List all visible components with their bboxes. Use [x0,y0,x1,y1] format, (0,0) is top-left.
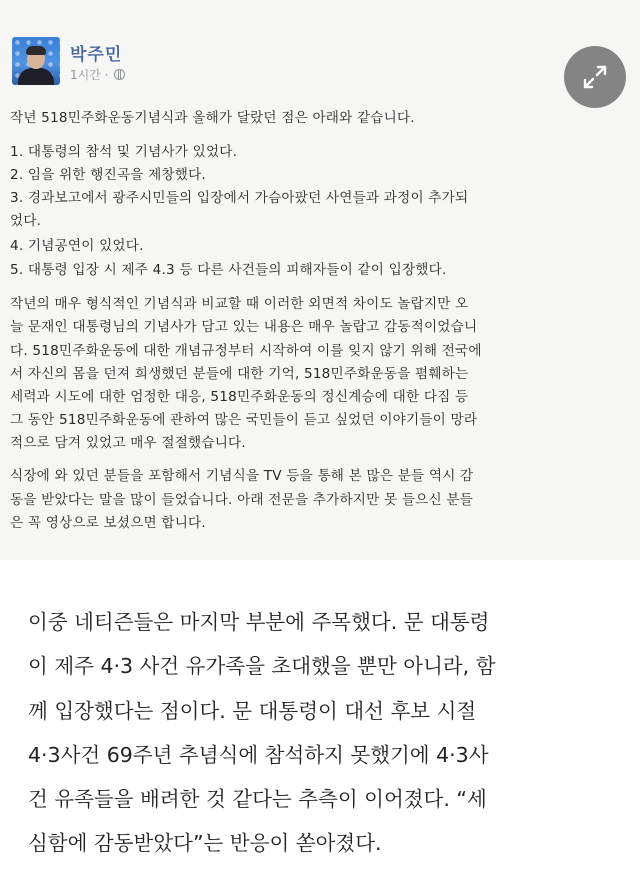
post-list-item: 었다. [10,213,42,229]
post-text-line: 식장에 와 있던 분들을 포함해서 기념식을 TV 등을 통해 본 많은 분들 역시 감 [10,468,474,484]
author-avatar[interactable] [12,37,60,85]
caption-line: 이중 네티즌들은 마지막 부분에 주목했다. 문 대통령 [28,610,490,634]
globe-icon [114,69,125,80]
caption-line: 건 유족들을 배려한 것 같다는 추측이 이어졌다. “세 [28,787,487,812]
post-text-line: 세력과 시도에 대한 엄정한 대응, 518민주화운동의 정신계승에 대한 다짐 등 [10,389,469,405]
post-list-item: 4. 기념공연이 있었다. [10,238,144,254]
post-list-item: 2. 임을 위한 행진곡을 제창했다. [10,167,206,183]
post-text-line: 작년의 매우 형식적인 기념식과 비교할 때 이러한 외면적 차이도 놀랍지만 오 [10,296,469,312]
caption-line: 4·3사건 69주년 추념식에 참석하지 못했기에 4·3사 [28,742,489,767]
post-text-line: 동을 받았다는 말을 많이 들었습니다. 아래 전문을 추가하지만 못 들으신 분들 [10,492,474,508]
post-text-line: 늘 문재인 대통령님의 기념사가 담고 있는 내용은 매우 놀랍고 감동적이었습니 [10,319,478,335]
expand-arrows-icon [580,62,610,92]
article-caption [28,600,618,866]
post-time[interactable]: 1시간 [70,68,101,82]
caption-line: 심함에 감동받았다”는 반응이 쏟아졌다. [28,831,382,856]
post-text-line: 은 꼭 영상으로 보셨으면 합니다. [10,515,206,531]
post-text-line: 서 자신의 몸을 던져 희생했던 분들에 대한 기억, 518민주화운동을 폄훼하는 [10,366,469,382]
post-text-line: 다. 518민주화운동에 대한 개념규정부터 시작하여 이를 잊지 않기 위해 전국에 [10,343,482,359]
expand-button[interactable] [564,46,626,108]
post-list-item: 1. 대통령의 참석 및 기념사가 있었다. [10,144,238,160]
author-name[interactable]: 박주민 [70,45,123,65]
post-meta: 1시간 · [70,66,125,83]
caption-line: 이 제주 4·3 사건 유가족을 초대했을 뿐만 아니라, 함 [28,654,496,679]
post-text-line: 그 동안 518민주화운동에 관하여 많은 국민들이 듣고 싶었던 이야기들이 망라 [10,412,478,428]
post-list-item: 5. 대통령 입장 시 제주 4.3 등 다른 사건들의 피해자들이 같이 입장했다. [10,262,447,278]
post-text-line: 적으로 담겨 있었고 매우 절절했습니다. [10,435,246,451]
post-text-line: 작년 518민주화운동기념식과 올해가 달랐던 점은 아래와 같습니다. [10,110,415,126]
post-list-item: 3. 경과보고에서 광주시민들의 입장에서 가슴아팠던 사연들과 과정이 추가되 [10,190,469,206]
caption-line: 께 입장했다는 점이다. 문 대통령이 대선 후보 시절 [28,698,477,723]
